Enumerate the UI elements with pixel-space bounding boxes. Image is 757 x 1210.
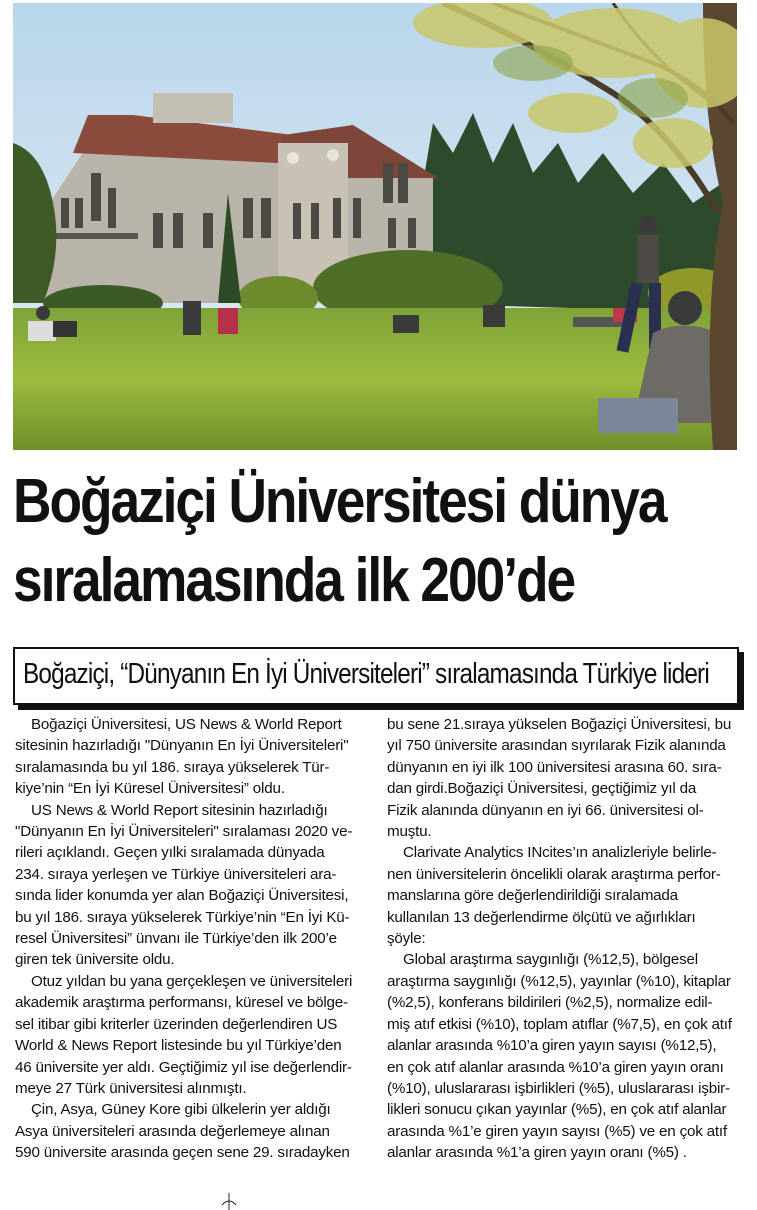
subheadline-box [13, 647, 739, 705]
article-line: dünyanın en iyi ilk 100 üniversitesi arasına 60. sıra- [387, 758, 722, 776]
article-line: kiye’nin “En İyi Küresel Üniversitesi” oldu. [15, 780, 285, 798]
article-line: miş atıf etkisi (%10), toplam atıflar (%7,5), en çok atıf [387, 1015, 732, 1033]
article-line: muştu. [387, 823, 432, 841]
article-line: giren tek üniversite oldu. [15, 951, 175, 969]
headline [13, 462, 666, 620]
article-line: araştırma saygınlığı (%12,5), yayınlar (%10), kitaplar [387, 972, 731, 990]
campus-photo [13, 3, 737, 450]
article-line: sel itibar gibi kriterler üzerinden değerlendiren US [15, 1015, 338, 1033]
article-line: şöyle: [387, 930, 426, 948]
article-line: Asya üniversiteleri arasında değerlemeye alınan [15, 1122, 330, 1140]
article-line: bu sene 21.sıraya yükselen Boğaziçi Üniversitesi, bu [387, 716, 732, 733]
article-line: 46 üniversite yer aldı. Geçtiğimiz yıl ise değerlendir- [15, 1058, 352, 1076]
article-line: likleri sonucu çıkan yayınlar (%5), en çok atıf alanlar [387, 1101, 727, 1119]
article-line: akademik araştırma performansı, küresel ve bölge- [15, 994, 348, 1012]
headline-line-2: sıralamasında ilk 200’de [13, 546, 575, 615]
article-line: World & News Report listesinde bu yıl Türkiye’den [15, 1037, 342, 1055]
article-line: Çin, Asya, Güney Kore gibi ülkelerin yer aldığı [31, 1101, 331, 1119]
article-line: resel Üniversitesi” ünvanı ile Türkiye’den ilk 200’e [15, 930, 337, 948]
article-line: 234. sıraya yerleşen ve Türkiye üniversiteleri ara- [15, 865, 337, 883]
article-column-left [15, 714, 370, 1164]
article-line: Boğaziçi Üniversitesi, US News & World Report [31, 716, 342, 733]
article-line: yıl 750 üniversite arasından sıyrılarak Fizik alanında [387, 737, 726, 755]
article-line: Global araştırma saygınlığı (%12,5), bölgesel [403, 951, 698, 969]
article-line: sıralamasında bu yıl 186. sıraya yükselerek Tür- [15, 758, 330, 776]
article-line: alanlar arasında %10’a giren yayın sayısı (%12,5), [387, 1037, 717, 1055]
headline-line-1: Boğaziçi Üniversitesi dünya [13, 467, 666, 536]
article-column-right [387, 714, 742, 1164]
subheadline: Boğaziçi, “Dünyanın En İyi Üniversiteleri” sıralamasında Türkiye lideri [23, 658, 709, 690]
article-line: bu yıl 186. sıraya yükselerek Türkiye’nin “En İyi Kü- [15, 908, 350, 926]
article-line: Clarivate Analytics INcites’ın analizleriyle belirle- [403, 844, 717, 862]
article-line: en çok atıf alanlar arasında %10’a giren yayın oranı [387, 1058, 724, 1076]
article-line: rileri açıklandı. Geçen yılki sıralamada dünyada [15, 844, 325, 862]
article-line: Fizik alanında dünyanın en iyi 66. üniversitesi ol- [387, 801, 704, 819]
article-line: dan girdi.Boğaziçi Üniversitesi, geçtiğimiz yıl da [387, 780, 697, 798]
article-line: manslarına göre değerlendirildiği sıralamada [387, 887, 678, 905]
article-line: kullanılan 13 değerlendirme ölçütü ve ağırlıkları [387, 908, 696, 926]
article-line: alanlar arasında %1’a giren yayın oranı (%5) . [387, 1144, 687, 1162]
article-line: nen üniversitelerin öncelikli olarak araştırma perfor- [387, 865, 721, 883]
article-line: (%2,5), konferans bildirileri (%2,5), normalize edil- [387, 994, 713, 1012]
article-line: sında lider konumda yer alan Boğaziçi Üniversitesi, [15, 887, 349, 905]
registration-mark-icon [220, 1193, 238, 1210]
article-line: sitesinin hazırladığı "Dünyanın En İyi Üniversiteleri" [15, 737, 349, 755]
article-line: Otuz yıldan bu yana gerçekleşen ve üniversiteleri [31, 972, 353, 990]
article-line: (%10), uluslararası işbirlikleri (%5), uluslararası işbir- [387, 1079, 730, 1097]
article-line: "Dünyanın En İyi Üniversiteleri" sıralaması 2020 ve- [15, 823, 353, 841]
article-line: 590 üniversite arasında geçen sene 29. sıradayken [15, 1144, 350, 1162]
article-line: meye 27 Türk üniversitesi alınmıştı. [15, 1079, 247, 1097]
article-line: US News & World Report sitesinin hazırladığı [31, 801, 328, 819]
article-line: arasında %1’e giren yayın sayısı (%5) ve en çok atıf [387, 1122, 727, 1140]
